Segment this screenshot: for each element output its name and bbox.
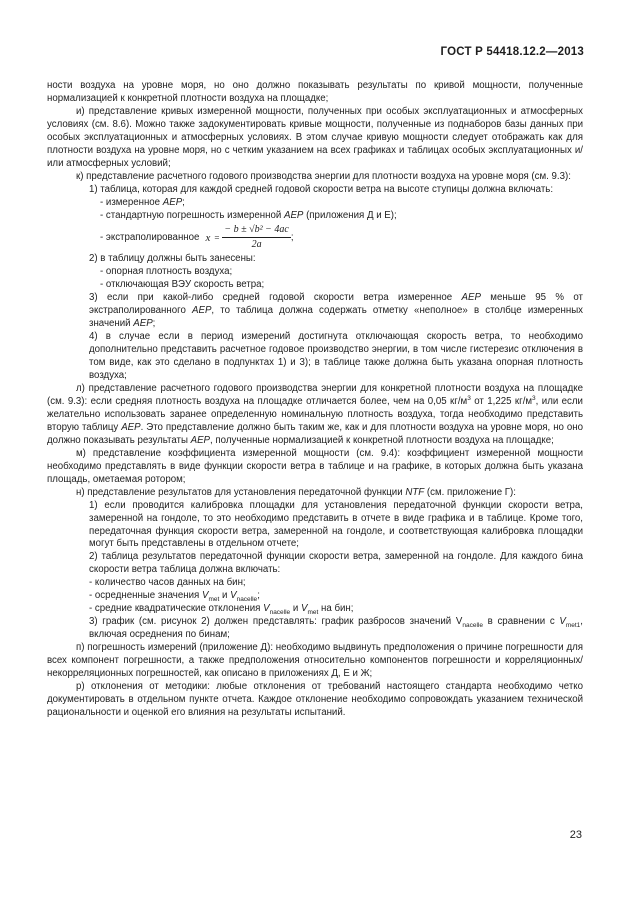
subscript: met bbox=[208, 596, 220, 604]
subscript: met bbox=[307, 609, 319, 617]
item-m bbox=[47, 448, 583, 487]
item-p bbox=[47, 642, 583, 681]
aep-term: AEP bbox=[121, 421, 141, 433]
v-term: V bbox=[201, 590, 209, 602]
text: и bbox=[221, 590, 228, 602]
item-k1b bbox=[47, 210, 583, 223]
text: п) погрешность измерений (приложение Д): необходимо выдвинуть предположения о причине погрешности для всех компонент погрешности, а также предположения относительно компонентов погрешности и корреляционных/некорреляционных погрешностей, как описано в приложениях Д, Е и Ж; bbox=[47, 642, 583, 679]
text: , включая осреднения по бинам; bbox=[89, 616, 583, 641]
v-term: V bbox=[263, 603, 270, 615]
item-k3 bbox=[47, 292, 583, 331]
aep-term: AEP bbox=[283, 209, 304, 221]
formula-denominator: 2a bbox=[251, 239, 262, 251]
item-n2 bbox=[47, 551, 583, 577]
standard-header: ГОСТ Р 54418.12.2—2013 bbox=[440, 46, 584, 58]
text: - опорная плотность воздуха; bbox=[100, 266, 233, 278]
item-n1 bbox=[47, 500, 583, 552]
text: (приложения Д и Е); bbox=[306, 209, 397, 221]
subscript: nacelle bbox=[236, 596, 258, 604]
item-k2b bbox=[47, 279, 583, 292]
item-l bbox=[47, 383, 583, 448]
text: ; bbox=[290, 231, 294, 243]
aep-term: AEP bbox=[190, 434, 211, 446]
text: ; bbox=[257, 590, 260, 602]
item-k2a bbox=[47, 266, 583, 279]
text: - средние квадратические отклонения bbox=[89, 603, 261, 615]
v-term: V bbox=[301, 603, 308, 615]
superscript: 3 bbox=[532, 394, 536, 402]
v-term: V bbox=[559, 616, 566, 628]
item-i bbox=[47, 106, 583, 171]
item-k2 bbox=[47, 253, 583, 266]
ntf-term: NTF bbox=[405, 486, 425, 498]
subscript: nacelle bbox=[269, 609, 291, 617]
text: , или если желательно использовать заранее определенную номинальную плотность воздуха, тогда необходимо представить вторую таблицу bbox=[47, 395, 583, 433]
text: 1) если проводится калибровка площадки для установления передаточной функции скорости ветра, замеренной на гондоле, то это необходимо представить в отчете в виде графика и в таблице. Кроме того, передаточная функция скорости ветра, замеренной на гондоле, и соответствующая калибровка площадки могут быть представлены в отдельном отчете; bbox=[89, 499, 583, 550]
paragraph-continuation bbox=[47, 80, 583, 106]
item-n bbox=[47, 487, 583, 500]
text: к) представление расчетного годового производства энергии для плотности воздуха на уровне моря (см. 9.3): bbox=[76, 170, 571, 182]
subscript: nacelle bbox=[462, 622, 483, 630]
item-n2c bbox=[47, 603, 583, 616]
item-n2a bbox=[47, 577, 583, 590]
text: - измеренное bbox=[100, 196, 161, 208]
item-k4 bbox=[47, 331, 583, 383]
subscript: met1 bbox=[565, 622, 581, 630]
text: л) представление расчетного годового производства энергии для конкретной плотности воздуха на площадке (см. 9.3): если средняя плотность воздуха на площадке отличается более, чем на 0,05 кг/м bbox=[47, 383, 583, 407]
text: от 1,225 кг/м bbox=[470, 395, 533, 407]
v-term: V bbox=[230, 590, 237, 602]
formula-variable: x bbox=[205, 231, 211, 244]
text: м) представление коэффициента измеренной мощности (см. 9.4): коэффициент измеренной мощности необходимо представлять в виде функции скорости ветра в таблице и на графике, в которых должна быть указана площадь, ометаемая ротором; bbox=[47, 447, 583, 485]
text: и bbox=[292, 603, 299, 615]
text: ности воздуха на уровне моря, но оно должно показывать результаты по кривой мощности, полученные нормализацией к конкретной плотности воздуха на площадке; bbox=[47, 80, 583, 104]
aep-term: AEP bbox=[192, 305, 212, 317]
text: и) представление кривых измеренной мощности, полученных при особых эксплуатационных и атмосферных условиях (см. 8.6). Можно также задокументировать кривые мощности, полученные из поднаборов базы данных при особых эксплуатационных и атмосферных условиях. В этом случае кривую мощности следует отображать как для плотности воздуха на уровне моря, но с четким указанием на всех графиках и таблицах особых эксплуатационных и/или атмосферных условий; bbox=[47, 105, 583, 169]
text: - осредненные значения bbox=[89, 590, 200, 602]
text: 3) если при какой-либо средней годовой скорости ветра измеренное bbox=[89, 292, 453, 304]
text: меньше 95 % от экстраполированного bbox=[89, 292, 583, 317]
text: на бин; bbox=[321, 603, 354, 615]
text: 4) в случае если в период измерений достигнута отключающая скорость ветра, то необходимо дополнительно представить расчетное годовое производство энергии, в том числе гистерезис отключения в том виде, как это сделано в подпунктах 1) и 3); в таблице также должна быть указана опорная плотность воздуха; bbox=[89, 331, 583, 382]
text: - отключающая ВЭУ скорость ветра; bbox=[100, 279, 265, 291]
page-number: 23 bbox=[569, 829, 582, 841]
formula-equals: = bbox=[214, 232, 220, 243]
text: . Это представление должно быть таким же, как и для плотности воздуха на уровне моря, но оно должно показывать результаты bbox=[47, 421, 583, 446]
text: ; bbox=[182, 196, 185, 208]
text: - стандартную погрешность измеренной bbox=[100, 209, 282, 221]
formula-fraction bbox=[222, 224, 290, 253]
text: 2) в таблицу должны быть занесены: bbox=[89, 253, 256, 265]
text: , то таблица должна содержать отметку «неполное» в столбце измеренных значений bbox=[89, 305, 583, 330]
text: ; bbox=[152, 318, 156, 330]
text: 3) график (см. рисунок 2) должен представлять: график разбросов значений V bbox=[89, 616, 463, 628]
item-n3 bbox=[47, 616, 583, 642]
text: - экстраполированное bbox=[100, 231, 200, 243]
text: н) представление результатов для установления передаточной функции bbox=[76, 486, 403, 498]
formula-numerator: − b ± √b² − 4ac bbox=[222, 224, 290, 239]
text: (см. приложение Г): bbox=[426, 486, 516, 498]
item-r bbox=[47, 681, 583, 720]
text: 1) таблица, которая для каждой средней годовой скорости ветра на высоте ступицы должна включать: bbox=[89, 183, 554, 195]
aep-term: AEP bbox=[162, 196, 183, 208]
text: - количество часов данных на бин; bbox=[89, 577, 246, 589]
formula-row bbox=[47, 222, 583, 253]
document-body bbox=[47, 80, 583, 720]
aep-term: AEP bbox=[133, 318, 153, 330]
item-k1 bbox=[47, 184, 583, 197]
item-k1a bbox=[47, 197, 583, 210]
item-n2b bbox=[47, 590, 583, 603]
superscript: 3 bbox=[467, 394, 471, 402]
text: р) отклонения от методики: любые отклонения от требований настоящего стандарта необходимо четко документировать в отдельном пункте отчета. Каждое отклонение необходимо сопровождать указанием технической рациональности и оценкой его влияния на результаты испытаний. bbox=[47, 680, 583, 718]
aep-term: AEP bbox=[461, 292, 481, 304]
text: в сравнении с bbox=[487, 616, 555, 628]
text: 2) таблица результатов передаточной функции скорости ветра, замеренной на гондоле. Для каждого бина скорости ветра таблица должна включать: bbox=[89, 551, 583, 576]
text: , полученные нормализацией к конкретной плотности воздуха на площадке; bbox=[210, 434, 554, 446]
item-k bbox=[47, 171, 583, 184]
